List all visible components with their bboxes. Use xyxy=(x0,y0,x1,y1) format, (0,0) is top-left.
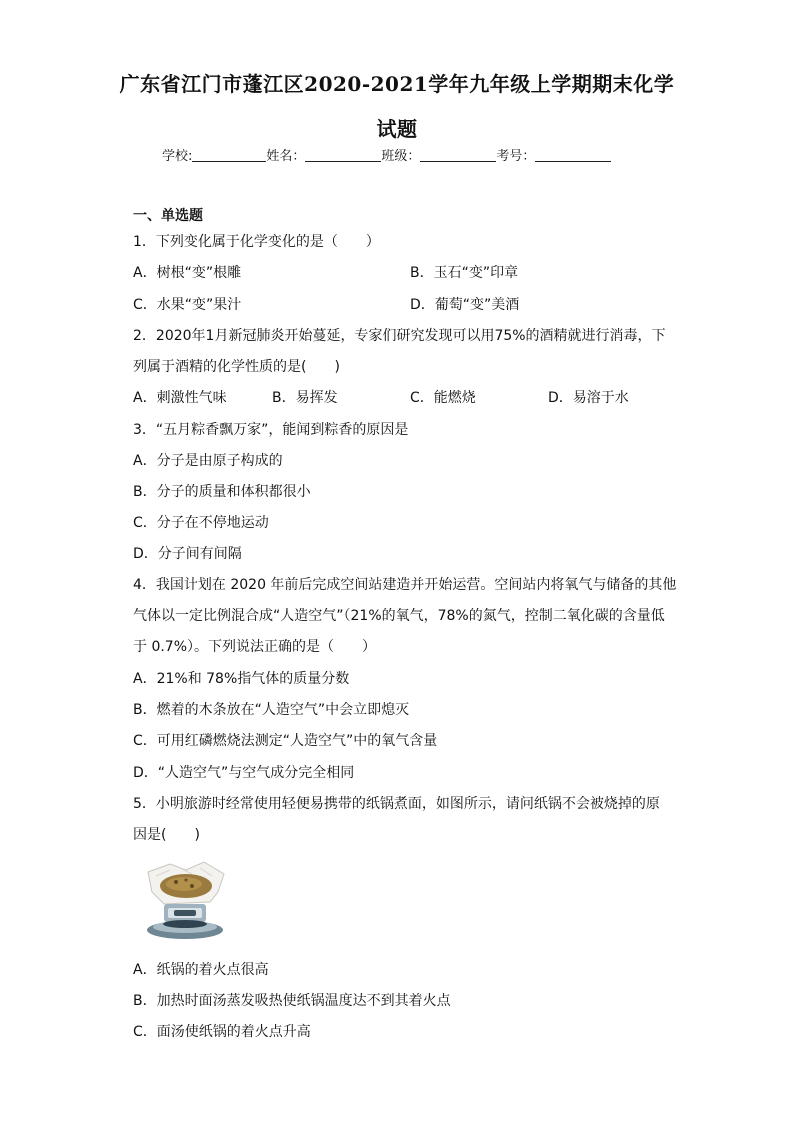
class-label: 班级： xyxy=(381,149,421,164)
class-blank[interactable] xyxy=(420,147,496,162)
q2-option-c[interactable]: C．能燃烧 xyxy=(410,390,476,406)
q5-option-a[interactable]: A．纸锅的着火点很高 xyxy=(133,962,269,978)
q4-option-b[interactable]: B．燃着的木条放在“人造空气”中会立即熄灭 xyxy=(133,702,410,718)
q2-stem-line1: 2．2020年1月新冠肺炎开始蔓延，专家们研究发现可以用75%的酒精就进行消毒，下 xyxy=(133,328,666,344)
q1-option-d[interactable]: D．葡萄“变”美酒 xyxy=(410,297,520,313)
student-info-row xyxy=(162,145,611,164)
q4-stem-line1: 4．我国计划在 2020 年前后完成空间站建造并开始运营。空间站内将氧气与储备的其他 xyxy=(133,577,677,593)
exam-no-label: 考号： xyxy=(496,149,536,164)
section-title: 一、单选题 xyxy=(133,208,203,224)
q3-option-c[interactable]: C．分子在不停地运动 xyxy=(133,515,269,531)
q2-stem-line2: 列属于酒精的化学性质的是( ) xyxy=(133,359,340,375)
q3-option-a[interactable]: A．分子是由原子构成的 xyxy=(133,453,283,469)
q1-stem: 1．下列变化属于化学变化的是（ ） xyxy=(133,234,380,250)
q1-option-b[interactable]: B．玉石“变”印章 xyxy=(410,265,519,281)
paper-pot-image xyxy=(140,858,230,946)
name-label: 姓名： xyxy=(266,149,306,164)
school-label: 学校: xyxy=(162,149,193,164)
q3-stem: 3．“五月粽香飘万家”，能闻到粽香的原因是 xyxy=(133,422,409,438)
exam-no-blank[interactable] xyxy=(535,147,611,162)
q1-option-a[interactable]: A．树根“变”根雕 xyxy=(133,265,242,281)
q1-option-c[interactable]: C．水果“变”果汁 xyxy=(133,297,242,313)
q5-stem-line1: 5．小明旅游时经常使用轻便易携带的纸锅煮面，如图所示，请问纸锅不会被烧掉的原 xyxy=(133,796,660,812)
q4-option-d[interactable]: D．“人造空气”与空气成分完全相同 xyxy=(133,765,355,781)
exam-title-line1: 广东省江门市蓬江区2020-2021学年九年级上学期期末化学 xyxy=(119,72,675,96)
q2-option-d[interactable]: D．易溶于水 xyxy=(548,390,629,406)
q4-option-a[interactable]: A．21%和 78%指气体的质量分数 xyxy=(133,671,350,687)
name-blank[interactable] xyxy=(305,147,381,162)
q3-option-d[interactable]: D．分子间有间隔 xyxy=(133,546,242,562)
q5-option-c[interactable]: C．面汤使纸锅的着火点升高 xyxy=(133,1024,311,1040)
q2-option-a[interactable]: A．刺激性气味 xyxy=(133,390,227,406)
q4-stem-line3: 于 0.7%）。下列说法正确的是（ ） xyxy=(133,639,377,655)
q4-option-c[interactable]: C．可用红磷燃烧法测定“人造空气”中的氧气含量 xyxy=(133,733,438,749)
q4-stem-line2: 气体以一定比例混合成“人造空气”（21%的氧气，78%的氮气，控制二氧化碳的含量低 xyxy=(133,608,665,624)
exam-title-line2: 试题 xyxy=(376,117,418,141)
q5-option-b[interactable]: B．加热时面汤蒸发吸热使纸锅温度达不到其着火点 xyxy=(133,993,451,1009)
q5-stem-line2: 因是( ) xyxy=(133,827,200,843)
school-blank[interactable] xyxy=(192,147,266,162)
q3-option-b[interactable]: B．分子的质量和体积都很小 xyxy=(133,484,311,500)
q2-option-b[interactable]: B．易挥发 xyxy=(272,390,338,406)
